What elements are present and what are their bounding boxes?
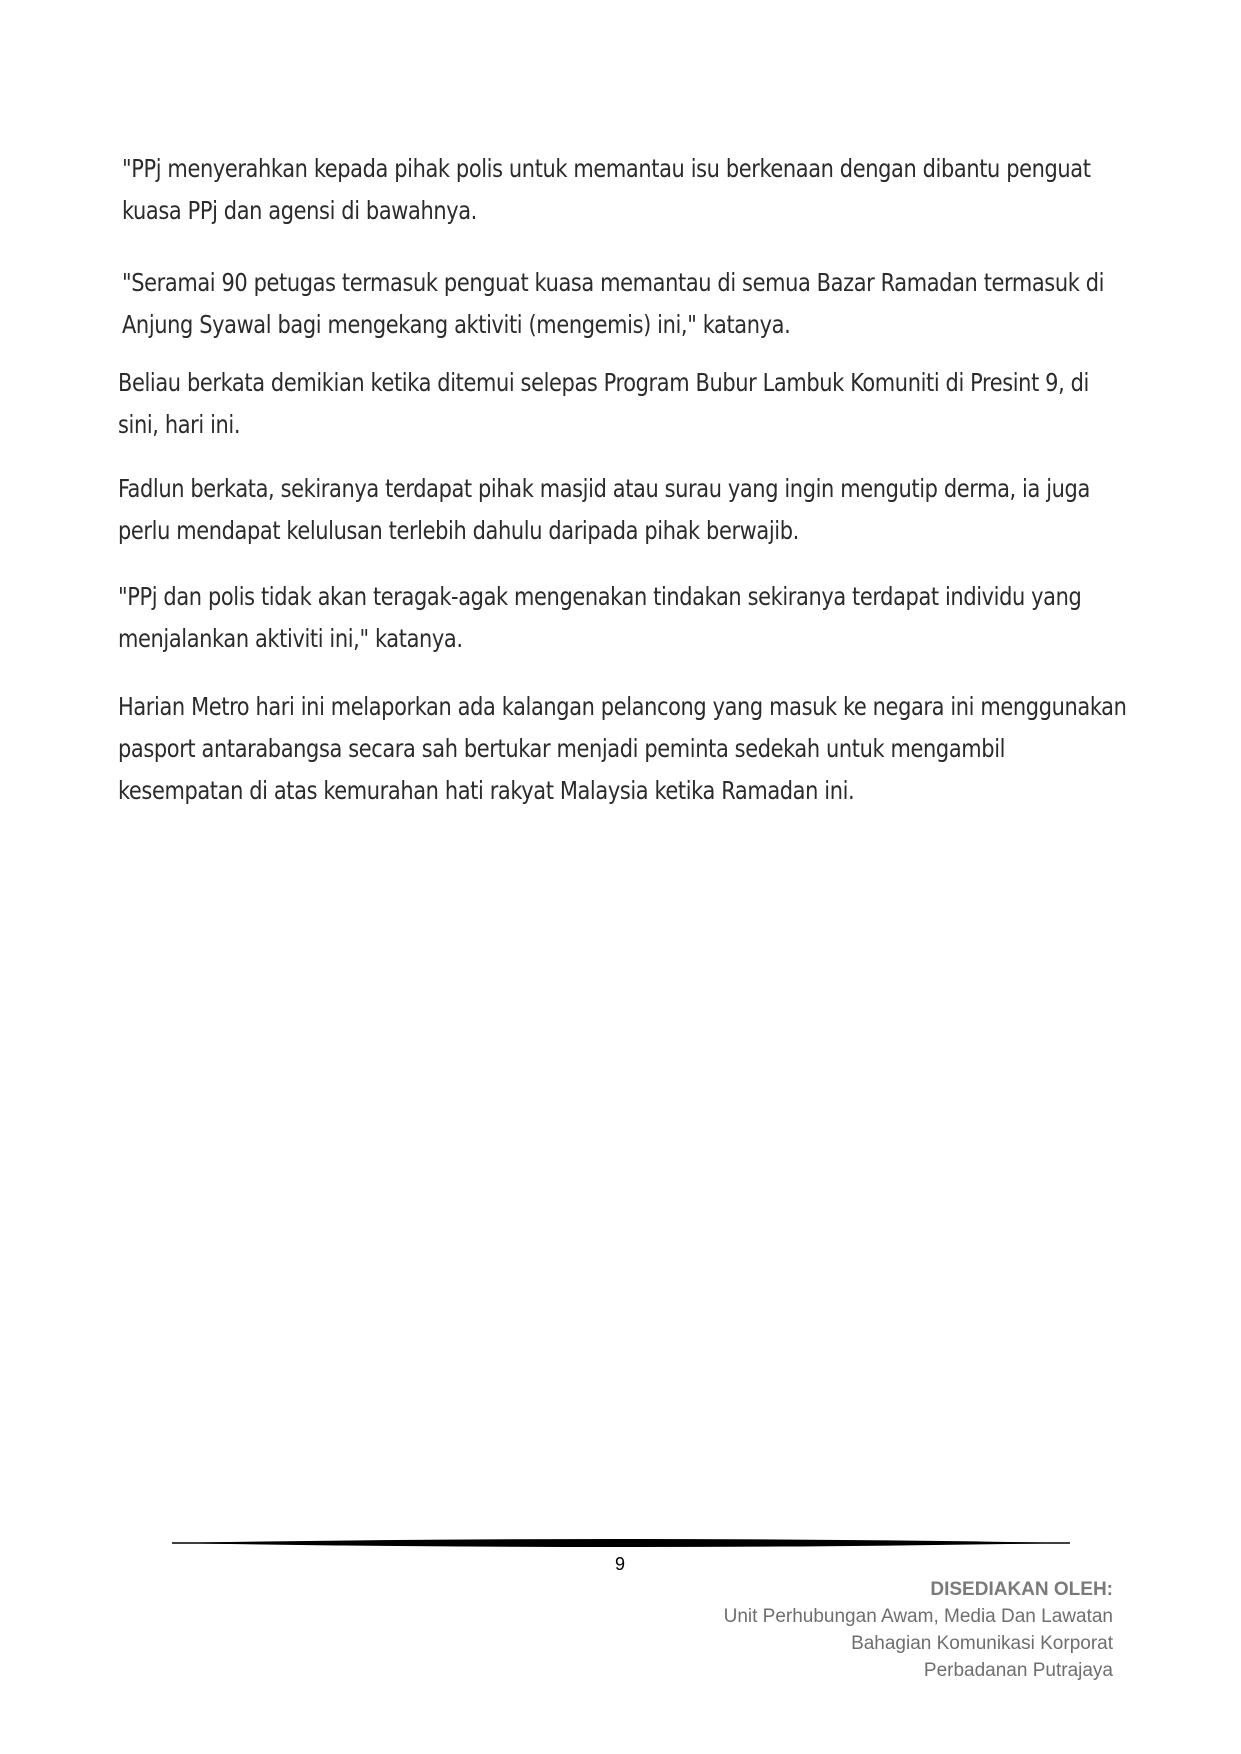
prepared-by-division: Bahagian Komunikasi Korporat (851, 1633, 1113, 1654)
article-paragraph: Harian Metro hari ini melaporkan ada kalangan pelancong yang masuk ke negara ini menggunakan pasport antarabangsa secara sah bertukar menjadi peminta sedekah untuk mengambil kesempatan di atas kemurahan hati rakyat Malaysia ketika Ramadan ini. (118, 692, 1127, 805)
prepared-by-organisation: Perbadanan Putrajaya (923, 1660, 1113, 1681)
page-number: 9 (614, 1554, 625, 1574)
footer-divider (172, 1536, 1070, 1550)
article-paragraph: "PPj dan polis tidak akan teragak-agak mengenakan tindakan sekiranya terdapat individu yang menjalankan aktiviti ini," katanya. (118, 582, 1082, 653)
prepared-by-unit: Unit Perhubungan Awam, Media Dan Lawatan (723, 1606, 1113, 1627)
prepared-by-heading: DISEDIAKAN OLEH: (930, 1579, 1113, 1600)
prepared-by-block (724, 1576, 1113, 1684)
article-paragraph: Fadlun berkata, sekiranya terdapat pihak masjid atau surau yang ingin mengutip derma, ia juga perlu mendapat kelulusan terlebih dahulu daripada pihak berwajib. (118, 474, 1090, 545)
article-paragraph: Beliau berkata demikian ketika ditemui selepas Program Bubur Lambuk Komuniti di Presint 9, di sini, hari ini. (118, 368, 1089, 439)
article-paragraph: "Seramai 90 petugas termasuk penguat kuasa memantau di semua Bazar Ramadan termasuk di Anjung Syawal bagi mengekang aktiviti (mengemis) ini," katanya. (122, 268, 1105, 339)
article-paragraph: "PPj menyerahkan kepada pihak polis untuk memantau isu berkenaan dengan dibantu penguat kuasa PPj dan agensi di bawahnya. (122, 154, 1091, 225)
